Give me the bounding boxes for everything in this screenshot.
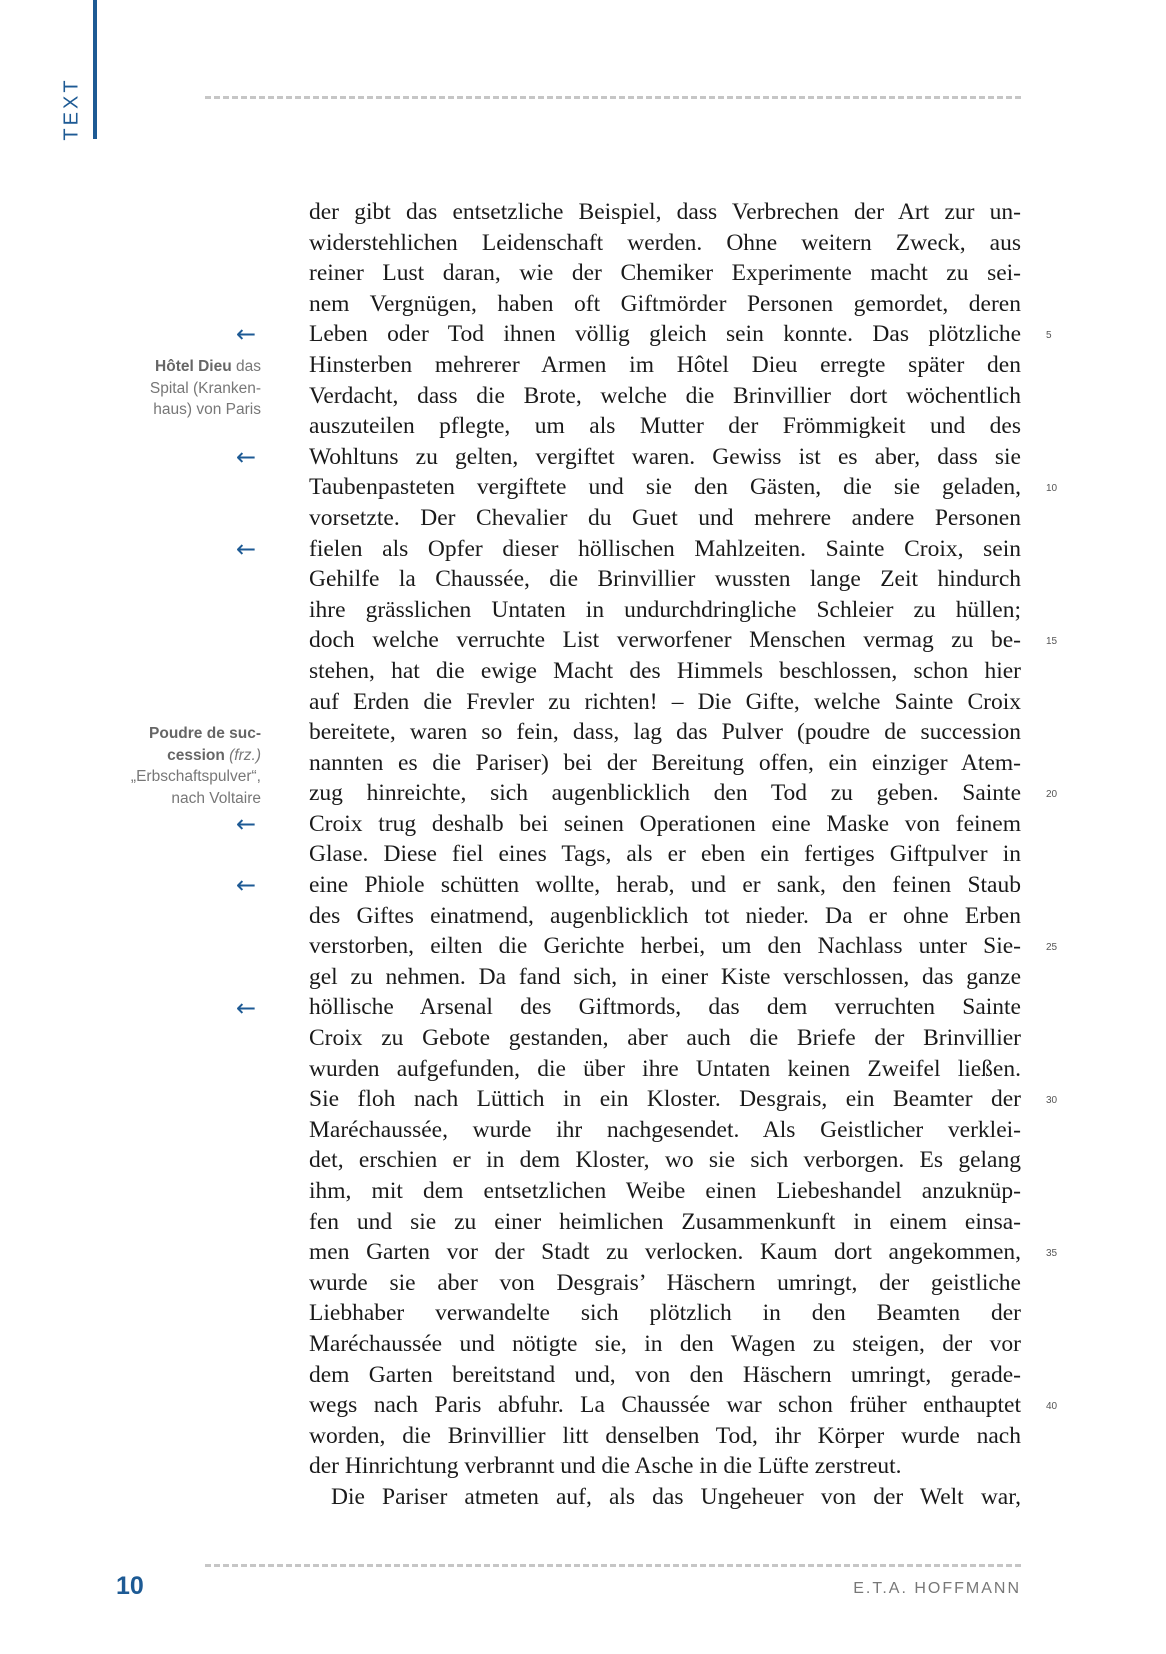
text-line: Sie floh nach Lüttich in ein Kloster. Desgrais, ein Beamter der xyxy=(309,1086,1021,1113)
page-number: 10 xyxy=(116,1572,144,1600)
text-line: wurde sie aber von Desgrais’ Häschern umringt, der geistliche xyxy=(309,1269,1021,1296)
note-text: nach Voltaire xyxy=(171,789,261,807)
text-line: gel zu nehmen. Da fand sich, in einer Kiste verschlossen, das ganze xyxy=(309,963,1021,990)
text-line: fielen als Opfer dieser höllischen Mahlzeiten. Sainte Croix, sein xyxy=(309,535,1021,562)
text-line: vorsetzte. Der Chevalier du Guet und mehrere andere Personen xyxy=(309,504,1021,531)
section-label xyxy=(52,78,92,140)
section-bar xyxy=(93,0,97,139)
text-line: Leben oder Tod ihnen völlig gleich sein konnte. Das plötzliche xyxy=(309,321,1021,348)
text-line: Gehilfe la Chaussée, die Brinvillier wussten lange Zeit hindurch xyxy=(309,566,1021,593)
note-lang: (frz.) xyxy=(229,746,261,764)
text-line: Hinsterben mehrerer Armen im Hôtel Dieu erregte später den xyxy=(309,351,1021,378)
note-term: Hôtel Dieu xyxy=(155,358,232,375)
margin-arrow-icon: ← xyxy=(236,442,257,471)
text-line: Maréchaussée, wurde ihr nachgesendet. Als Geistlicher verklei- xyxy=(309,1116,1021,1143)
text-line: Croix zu Gebote gestanden, aber auch die Briefe der Brinvillier xyxy=(309,1025,1021,1052)
line-number: 15 xyxy=(1046,636,1058,648)
text-line: ihm, mit dem entsetzlichen Weibe einen Liebeshandel anzuknüp- xyxy=(309,1178,1021,1204)
margin-arrow-icon: ← xyxy=(236,810,257,838)
text-line: auszuteilen pflegte, um als Mutter der Frömmigkeit und des xyxy=(309,413,1021,440)
text-line: doch welche verruchte List verworfener Menschen vermag zu be- xyxy=(309,627,1021,654)
line-number: 5 xyxy=(1046,330,1052,342)
text-line: Verdacht, dass die Brote, welche die Brinvillier dort wöchentlich xyxy=(309,382,1021,409)
margin-arrow-icon: ← xyxy=(236,871,257,900)
section-label-text: TEXT xyxy=(60,77,83,141)
text-line: wegs nach Paris abfuhr. La Chaussée war schon früher enthauptet xyxy=(309,1392,1021,1419)
text-line: worden, die Brinvillier litt denselben Tod, ihr Körper wurde nach xyxy=(309,1422,1021,1449)
bottom-divider xyxy=(205,1564,1021,1567)
text-line: der gibt das entsetzliche Beispiel, dass Verbrechen der Art zur un- xyxy=(309,199,1021,225)
note-term: cession xyxy=(167,746,225,764)
body-text xyxy=(309,197,1021,1513)
text-line: der Hinrichtung verbrannt und die Asche in die Lüfte zerstreut. xyxy=(309,1453,902,1480)
margin-note-poudre xyxy=(91,723,261,809)
text-line: auf Erden die Frevler zu richten! – Die Gifte, welche Sainte Croix xyxy=(309,688,1021,715)
line-number: 10 xyxy=(1046,483,1058,495)
margin-arrow-icon: ← xyxy=(236,993,257,1022)
text-line: dem Garten bereitstand und, von den Häschern umringt, gerade- xyxy=(309,1361,1021,1388)
top-divider xyxy=(205,96,1021,99)
text-line: Glase. Diese fiel eines Tags, als er eben ein fertiges Giftpulver in xyxy=(309,841,1021,868)
text-line: zug hinreichte, sich augenblicklich den Tod zu geben. Sainte xyxy=(309,780,1021,807)
text-line: eine Phiole schütten wollte, herab, und er sank, den feinen Staub xyxy=(309,872,1021,899)
text-line: stehen, hat die ewige Macht des Himmels beschlossen, schon hier xyxy=(309,657,1021,684)
note-text: Spital (Kranken- xyxy=(149,379,261,397)
text-line: Maréchaussée und nötigte sie, in den Wagen zu steigen, der vor xyxy=(309,1330,1021,1357)
text-line: det, erschien er in dem Kloster, wo sie sich verborgen. Es gelang xyxy=(309,1147,1021,1174)
margin-note-hotel-dieu xyxy=(91,356,261,421)
margin-arrow-icon: ← xyxy=(236,534,257,563)
text-line: Die Pariser atmeten auf, als das Ungeheuer von der Welt war, xyxy=(331,1483,1021,1510)
text-line: Croix trug deshalb bei seinen Operationen eine Maske von feinem xyxy=(309,810,1021,837)
note-term: Poudre de suc- xyxy=(149,725,261,742)
text-line: Wohltuns zu gelten, vergiftet waren. Gewiss ist es aber, dass sie xyxy=(309,443,1021,470)
text-line: reiner Lust daran, wie der Chemiker Experimente macht zu sei- xyxy=(309,260,1021,287)
text-line: wurden aufgefunden, die über ihre Untaten keinen Zweifel ließen. xyxy=(309,1055,1021,1082)
note-text: haus) von Paris xyxy=(153,401,261,418)
text-line: widerstehlichen Leidenschaft werden. Ohne weitern Zweck, aus xyxy=(309,229,1021,256)
text-line: fen und sie zu einer heimlichen Zusammenkunft in einem einsa- xyxy=(309,1208,1021,1235)
text-line: ihre grässlichen Untaten in undurchdringliche Schleier zu hüllen; xyxy=(309,596,1021,623)
running-footer-author: E.T.A. HOFFMANN xyxy=(853,1580,1021,1597)
text-line: des Giftes einatmend, augenblicklich tot nieder. Da er ohne Erben xyxy=(309,902,1021,929)
text-line: nannten es die Pariser) bei der Bereitung offen, ein einziger Atem- xyxy=(309,749,1021,776)
line-number: 20 xyxy=(1046,789,1058,801)
text-line: nem Vergnügen, haben oft Giftmörder Personen gemordet, deren xyxy=(309,290,1021,317)
line-number: 30 xyxy=(1046,1095,1058,1107)
margin-arrow-icon: ← xyxy=(236,320,257,349)
text-line: bereitete, waren so fein, dass, lag das Pulver (poudre de succession xyxy=(309,719,1021,746)
line-number: 25 xyxy=(1046,942,1058,954)
line-number: 40 xyxy=(1046,1401,1058,1413)
text-line: verstorben, eilten die Gerichte herbei, um den Nachlass unter Sie- xyxy=(309,933,1021,960)
line-number: 35 xyxy=(1046,1248,1058,1260)
text-line: Taubenpasteten vergiftete und sie den Gästen, die sie geladen, xyxy=(309,474,1021,501)
note-text: „Erbschaftspulver“, xyxy=(130,768,261,785)
text-line: höllische Arsenal des Giftmords, das dem verruchten Sainte xyxy=(309,994,1021,1021)
text-line: Liebhaber verwandelte sich plötzlich in den Beamten der xyxy=(309,1300,1021,1327)
text-line: men Garten vor der Stadt zu verlocken. Kaum dort angekommen, xyxy=(309,1239,1021,1266)
note-text: das xyxy=(236,358,261,375)
